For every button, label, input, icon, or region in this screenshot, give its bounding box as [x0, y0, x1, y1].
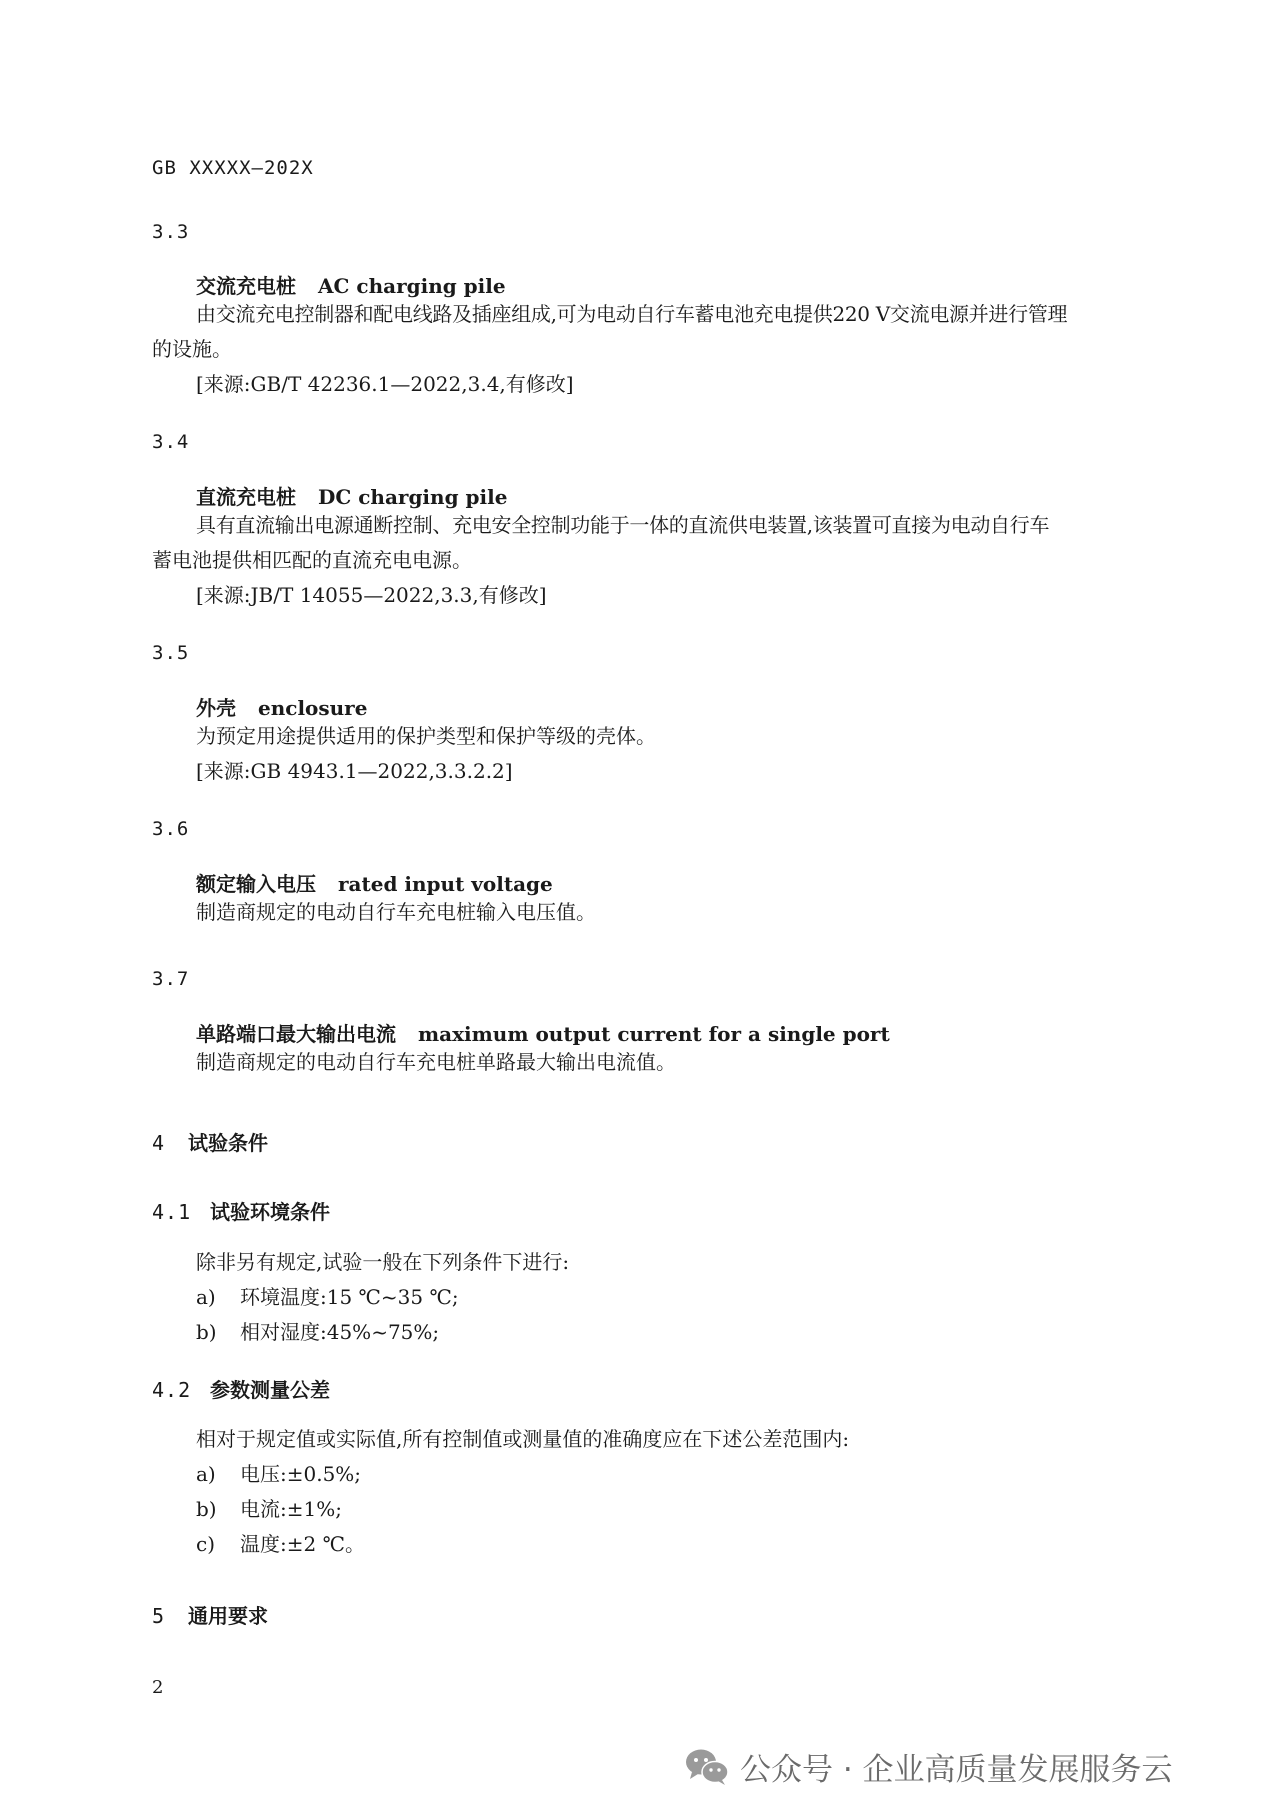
list-label: a)	[196, 1462, 216, 1486]
term-3-7	[196, 1018, 890, 1047]
term-zh: 外壳	[196, 696, 236, 720]
definition-line: 为预定用途提供适用的保护类型和保护等级的壳体。	[196, 724, 656, 748]
term-zh: 交流充电桩	[196, 274, 296, 298]
paragraph: 除非另有规定,试验一般在下列条件下进行:	[196, 1250, 570, 1274]
list-label: b)	[196, 1320, 217, 1344]
definition-line: 具有直流输出电源通断控制、充电安全控制功能于一体的直流供电装置,该装置可直接为电动自行车	[196, 513, 1050, 537]
definition-line: 制造商规定的电动自行车充电桩单路最大输出电流值。	[196, 1050, 676, 1074]
section-heading-4	[152, 1127, 268, 1156]
term-zh: 额定输入电压	[196, 872, 316, 896]
definition-line: 由交流充电控制器和配电线路及插座组成,可为电动自行车蓄电池充电提供220 V交流电源并进行管理	[196, 302, 1068, 326]
term-en: maximum output current for a single port	[418, 1022, 890, 1046]
clause-number-3-7: 3.7	[152, 968, 190, 990]
list-label: a)	[196, 1285, 216, 1309]
term-3-5	[196, 692, 367, 721]
definition-line: 蓄电池提供相匹配的直流充电电源。	[152, 548, 472, 572]
section-title: 试验条件	[188, 1131, 268, 1155]
source-note: [来源:GB 4943.1—2022,3.3.2.2]	[196, 759, 513, 783]
list-text: 电流:±1%;	[240, 1497, 342, 1521]
list-item	[196, 1285, 459, 1309]
section-heading-5	[152, 1600, 268, 1629]
term-en: enclosure	[258, 696, 368, 720]
term-3-4	[196, 481, 507, 510]
clause-number-3-3: 3.3	[152, 221, 190, 243]
term-en: rated input voltage	[338, 872, 553, 896]
list-item	[196, 1320, 439, 1344]
section-title: 试验环境条件	[210, 1200, 330, 1224]
watermark-text: 公众号 · 企业高质量发展服务云	[740, 1752, 1173, 1788]
term-en: DC charging pile	[318, 485, 508, 509]
section-heading-4-2	[152, 1374, 330, 1403]
section-heading-4-1	[152, 1196, 330, 1225]
term-en: AC charging pile	[318, 274, 506, 298]
section-title: 通用要求	[188, 1604, 268, 1628]
list-item	[196, 1532, 365, 1556]
clause-number-3-5: 3.5	[152, 642, 190, 664]
wechat-watermark	[684, 1744, 1173, 1789]
definition-line: 制造商规定的电动自行车充电桩输入电压值。	[196, 900, 596, 924]
list-label: c)	[196, 1532, 216, 1556]
list-item	[196, 1497, 342, 1521]
page-number: 2	[152, 1677, 164, 1698]
list-label: b)	[196, 1497, 217, 1521]
term-3-6	[196, 868, 553, 897]
definition-line: 的设施。	[152, 337, 232, 361]
list-text: 温度:±2 ℃。	[240, 1532, 365, 1556]
list-item	[196, 1462, 361, 1486]
section-number: 4	[152, 1131, 166, 1155]
clause-number-3-6: 3.6	[152, 818, 190, 840]
source-note: [来源:GB/T 42236.1—2022,3.4,有修改]	[196, 372, 574, 396]
term-3-3	[196, 270, 506, 299]
list-text: 环境温度:15 ℃~35 ℃;	[240, 1285, 459, 1309]
section-number: 5	[152, 1604, 166, 1628]
term-zh: 直流充电桩	[196, 485, 296, 509]
wechat-icon	[684, 1747, 730, 1787]
section-number: 4.1	[152, 1200, 192, 1224]
paragraph: 相对于规定值或实际值,所有控制值或测量值的准确度应在下述公差范围内:	[196, 1427, 850, 1451]
source-note: [来源:JB/T 14055—2022,3.3,有修改]	[196, 583, 547, 607]
list-text: 相对湿度:45%~75%;	[240, 1320, 440, 1344]
section-number: 4.2	[152, 1378, 192, 1402]
list-text: 电压:±0.5%;	[240, 1462, 362, 1486]
section-title: 参数测量公差	[210, 1378, 330, 1402]
document-code: GB XXXXX—202X	[152, 157, 314, 179]
clause-number-3-4: 3.4	[152, 431, 190, 453]
term-zh: 单路端口最大输出电流	[196, 1022, 396, 1046]
